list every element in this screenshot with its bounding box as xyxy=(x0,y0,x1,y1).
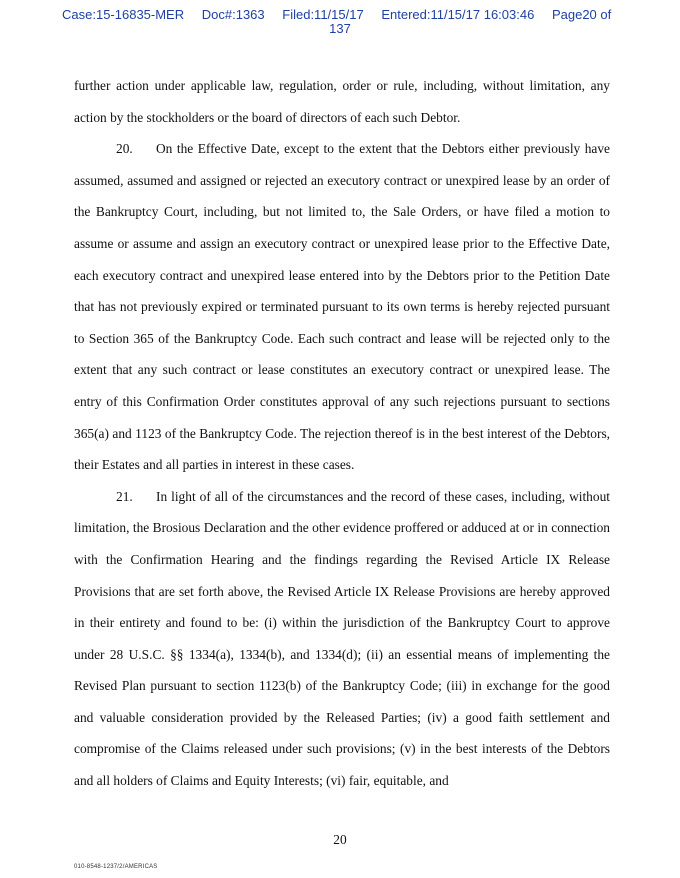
paragraph-text: On the Effective Date, except to the extent that the Debtors either previously have assumed, assumed and assigned or rejected an executory contract or unexpired lease by an order of the Bankruptcy Court, including, but not limited to, the Sale Orders, or have filed a motion to assume or assume and assign an executory contract or unexpired lease prior to the Effective Date, each executory contract and unexpired lease entered into by the Debtors prior to the Petition Date that has not previously expired or terminated pursuant to its own terms is hereby rejected pursuant to Section 365 of the Bankruptcy Code. Each such contract and lease will be rejected only to the extent that any such contract or lease constitutes an executory contract or unexpired lease. The entry of this Confirmation Order constitutes approval of any such rejections pursuant to sections 365(a) and 1123 of the Bankruptcy Code. The rejection thereof is in the best interest of the Debtors, their Estates and all parties in interest in these cases. xyxy=(74,141,610,473)
document-id-footer: 010-8548-1237/2/AMERICAS xyxy=(74,864,158,870)
paragraph-number: 20. xyxy=(116,141,133,157)
paragraph-number: 21. xyxy=(116,488,133,504)
paragraph-21 xyxy=(74,481,610,797)
page-number: 20 xyxy=(333,832,347,847)
filing-header-line xyxy=(62,8,611,21)
entered-date: Entered:11/15/17 16:03:46 xyxy=(381,7,535,22)
page-total: 137 xyxy=(329,21,351,36)
paragraph-text: In light of all of the circumstances and the record of these cases, including, without limitation, the Brosious Declaration and the other evidence proffered or adduced at or in connection with the Confirmation Hearing and the findings regarding the Revised Article IX Release Provisions that are set forth above, the Revised Article IX Release Provisions are hereby approved in their entirety and found to be: (i) within the jurisdiction of the Bankruptcy Court to approve under 28 U.S.C. §§ 1334(a), 1334(b), and 1334(d); (ii) an essential means of implementing the Revised Plan pursuant to section 1123(b) of the Bankruptcy Code; (iii) in exchange for the good and valuable consideration provided by the Released Parties; (iv) a good faith settlement and compromise of the Claims released under such provisions; (v) in the best interests of the Debtors and all holders of Claims and Equity Interests; (vi) fair, equitable, and xyxy=(74,488,610,789)
case-number: Case:15-16835-MER xyxy=(62,7,185,22)
document-body xyxy=(74,70,610,797)
page-indicator: Page20 of xyxy=(551,7,612,22)
filed-date: Filed:11/15/17 xyxy=(282,7,364,22)
continuation-paragraph: further action under applicable law, regulation, order or rule, including, without limitation, any action by the stockholders or the board of directors of each such Debtor. xyxy=(74,78,610,125)
paragraph-20 xyxy=(74,133,610,481)
document-number: Doc#:1363 xyxy=(201,7,265,22)
